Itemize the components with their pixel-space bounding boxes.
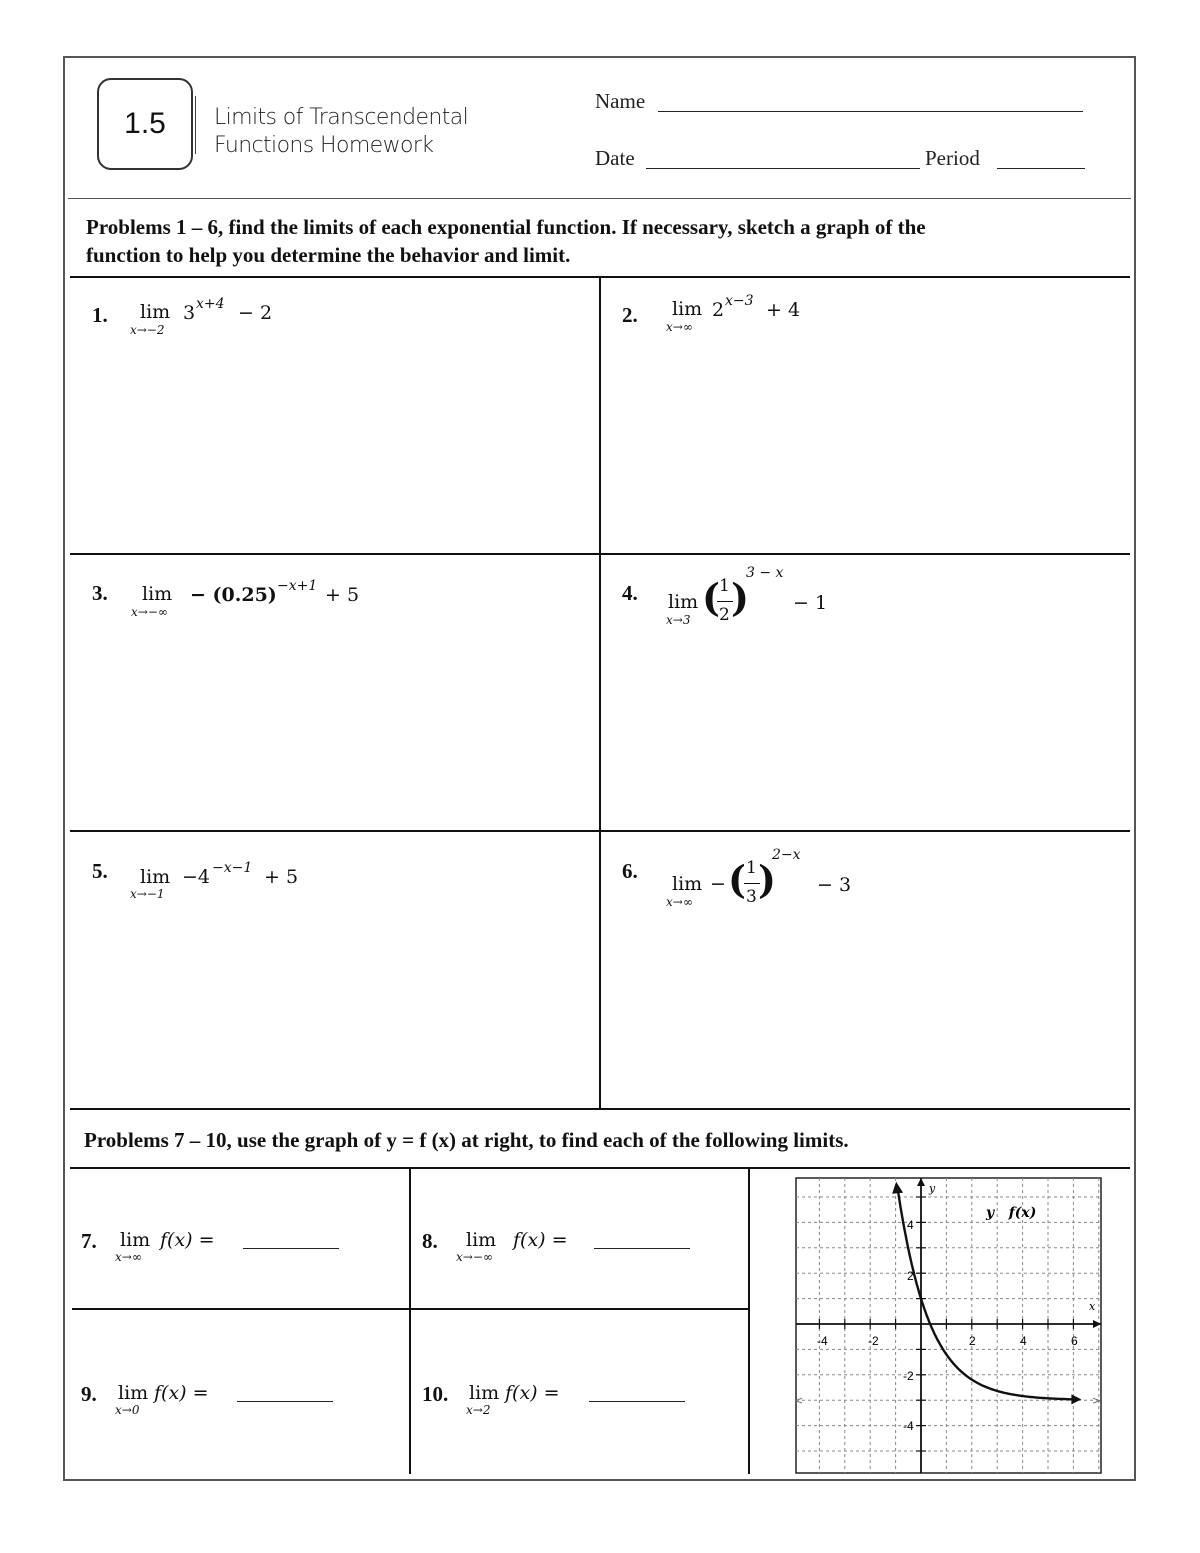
right-paren: ) (731, 575, 749, 620)
limit-subscript: x→∞ (666, 895, 693, 909)
problem-number: 8. (422, 1229, 438, 1253)
fraction-denominator: 2 (719, 605, 730, 625)
x-tick-label: -2 (868, 1334, 879, 1348)
answer-blank[interactable] (237, 1401, 333, 1402)
right-edge-arrow-icon: > (1092, 1394, 1102, 1407)
expr-tail: − 1 (793, 592, 828, 614)
limit-subscript: x→−∞ (131, 605, 168, 619)
limit-operator: lim (118, 1382, 149, 1404)
y-axis-label: y (929, 1182, 936, 1195)
problem-number: 5. (92, 859, 108, 883)
expr-exponent: 3 − x (746, 565, 784, 581)
limit-operator: lim (672, 298, 703, 320)
limit-operator: lim (140, 301, 171, 323)
limit-operator: lim (142, 583, 173, 605)
x-tick-label: -4 (817, 1334, 828, 1348)
expr-exponent: −x+1 (277, 578, 318, 594)
date-field[interactable] (646, 168, 920, 169)
answer-blank[interactable] (243, 1248, 339, 1249)
date-label: Date (595, 146, 635, 170)
expr-negation: − (710, 873, 726, 895)
name-label: Name (595, 89, 646, 113)
title-line-2: Functions Homework (214, 133, 434, 158)
x-tick-label: 6 (1071, 1334, 1078, 1348)
expr-exponent: x+4 (196, 296, 225, 312)
expr-exponent: −x−1 (212, 860, 253, 876)
title-line-1: Limits of Transcendental (214, 105, 469, 130)
expr-base: − (0.25) (190, 584, 277, 606)
limit-subscript: x→2 (466, 1403, 491, 1417)
title-divider (195, 96, 196, 154)
y-tick-label: -2 (903, 1369, 914, 1383)
expr-tail: + 5 (264, 866, 299, 888)
grid-line (72, 1308, 750, 1310)
problem-number: 9. (81, 1382, 97, 1406)
left-edge-arrow-icon: < (794, 1394, 804, 1407)
header-separator (68, 198, 1131, 199)
fraction-denominator: 3 (746, 887, 757, 907)
section1-instruction (86, 213, 1126, 269)
limit-expression: f(x) = (505, 1382, 560, 1404)
limit-subscript: x→3 (666, 613, 691, 627)
section-number: 1.5 (124, 107, 166, 140)
limit-operator: lim (466, 1229, 497, 1251)
problem-number: 1. (92, 303, 108, 327)
expr-exponent: 2−x (772, 847, 801, 863)
limit-operator: lim (672, 873, 703, 895)
expr-base: 3 (183, 302, 196, 324)
limit-subscript: x→−∞ (456, 1250, 493, 1264)
expr-tail: + 4 (766, 299, 801, 321)
problem-number: 7. (81, 1229, 97, 1253)
grid-line (70, 1108, 1130, 1110)
limit-subscript: x→0 (115, 1403, 140, 1417)
y-tick-label: -4 (903, 1419, 914, 1433)
problem-number: 2. (622, 303, 638, 327)
limit-subscript: x→∞ (666, 320, 693, 334)
instruction-line-1: Problems 1 – 6, find the limits of each exponential function. If necessary, sketch a graph of the (86, 215, 926, 239)
period-field[interactable] (997, 168, 1085, 169)
limit-subscript: x→∞ (115, 1250, 142, 1264)
function-label: y f(x) (986, 1205, 1037, 1221)
right-paren: ) (758, 857, 776, 902)
grid-line (748, 1169, 750, 1474)
limit-operator: lim (469, 1382, 500, 1404)
problem-number: 6. (622, 859, 638, 883)
limit-expression: f(x) = (160, 1229, 215, 1251)
problem-number: 4. (622, 581, 638, 605)
x-tick-label: 4 (1020, 1334, 1027, 1348)
limit-operator: lim (140, 866, 171, 888)
expr-tail: − 2 (238, 302, 273, 324)
limit-operator: lim (668, 591, 699, 613)
instruction-line-2: function to help you determine the behavior and limit. (86, 243, 571, 267)
limit-subscript: x→−1 (130, 887, 165, 901)
section2-instruction: Problems 7 – 10, use the graph of y = f (x) at right, to find each of the following limits. (84, 1128, 849, 1152)
answer-blank[interactable] (594, 1248, 690, 1249)
expr-base: −4 (182, 866, 211, 888)
left-paren: ( (728, 857, 746, 902)
expr-tail: − 3 (817, 874, 852, 896)
period-label: Period (925, 146, 980, 170)
y-tick-label: 2 (907, 1269, 914, 1283)
expr-tail: + 5 (325, 584, 360, 606)
limit-expression: f(x) = (513, 1229, 568, 1251)
x-axis-label: x (1089, 1300, 1096, 1313)
grid-line (599, 276, 601, 1108)
expr-exponent: x−3 (725, 293, 754, 309)
section-badge (97, 78, 193, 170)
name-field[interactable] (658, 111, 1083, 112)
answer-blank[interactable] (589, 1401, 685, 1402)
function-graph (790, 1174, 1108, 1476)
x-tick-label: 2 (969, 1334, 976, 1348)
y-tick-label: 4 (907, 1218, 914, 1232)
problem-number: 3. (92, 581, 108, 605)
limit-subscript: x→−2 (130, 323, 165, 337)
limit-operator: lim (120, 1229, 151, 1251)
left-paren: ( (702, 575, 720, 620)
fraction-numerator: 1 (719, 576, 730, 596)
limit-expression: f(x) = (154, 1382, 209, 1404)
expr-base: 2 (712, 299, 725, 321)
grid-line (70, 1167, 1130, 1169)
grid-line (409, 1169, 411, 1474)
worksheet-title (214, 104, 468, 160)
problem-number: 10. (422, 1382, 449, 1406)
fraction-numerator: 1 (746, 858, 757, 878)
